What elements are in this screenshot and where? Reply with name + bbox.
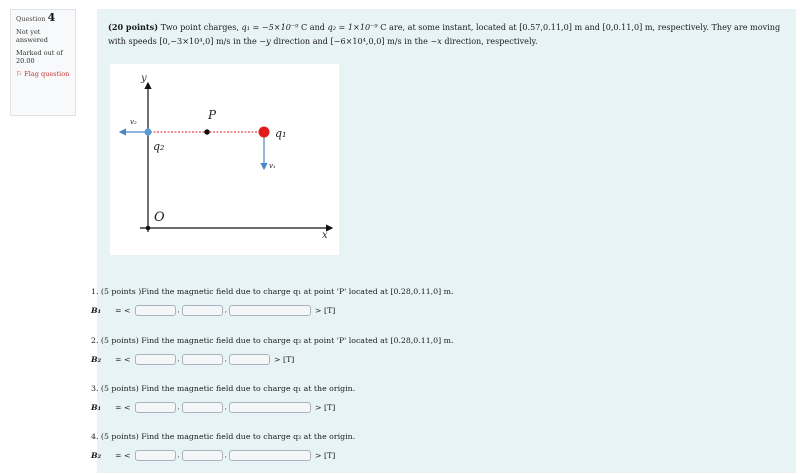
comma-separator: , bbox=[224, 403, 228, 411]
part-2-y-input[interactable] bbox=[182, 354, 223, 365]
comma-separator: , bbox=[177, 355, 180, 363]
q1-charge bbox=[259, 127, 270, 138]
question-number bbox=[16, 11, 70, 24]
stem-text: m and bbox=[571, 22, 603, 32]
close-bracket-units: > [T] bbox=[315, 450, 336, 460]
part-4-prompt: 4. (5 points) Find the magnetic field due to charge q₂ at the origin. bbox=[91, 432, 356, 441]
close-bracket-units: > [T] bbox=[315, 402, 336, 412]
part-4-answer-row bbox=[91, 448, 355, 462]
stem-text: m, respectively. They are moving with speeds bbox=[108, 22, 781, 46]
part-1-y-input[interactable] bbox=[182, 305, 223, 316]
part-2-prompt: 2. (5 points) Find the magnetic field due to charge q₂ at point 'P' located at [0.28,0.11,0] m. bbox=[91, 336, 454, 345]
open-bracket: = < bbox=[115, 450, 131, 460]
open-bracket: = < bbox=[115, 305, 131, 315]
part-2 bbox=[91, 335, 454, 366]
part-1-z-input[interactable] bbox=[229, 305, 311, 316]
stem-text: C and bbox=[298, 22, 328, 32]
open-bracket: = < bbox=[115, 402, 131, 412]
q2-position: [0,0.11,0] bbox=[602, 22, 643, 32]
part-3 bbox=[91, 383, 355, 414]
part-3-answer-row bbox=[91, 400, 355, 414]
question-info-panel bbox=[10, 9, 76, 116]
comma-separator: , bbox=[177, 403, 180, 411]
stem-text: Two point charges, bbox=[158, 22, 242, 32]
flag-icon: ⚐ bbox=[16, 69, 23, 78]
part-4-z-input[interactable] bbox=[229, 450, 311, 461]
part-1 bbox=[91, 286, 454, 317]
origin-dot bbox=[146, 226, 151, 231]
v2-label: v₂ bbox=[130, 118, 137, 126]
part-1-prompt: 1. (5 points )Find the magnetic field due to charge q₁ at point 'P' located at [0.28,0.11,0] m. bbox=[91, 287, 454, 296]
marks-label: Marked out of 20.00 bbox=[16, 48, 63, 65]
q1-label: q₁ bbox=[275, 127, 287, 140]
comma-separator: , bbox=[224, 306, 228, 314]
part-4-y-input[interactable] bbox=[182, 450, 223, 461]
question-label: Question bbox=[16, 15, 46, 23]
x-axis-label: x bbox=[322, 230, 328, 241]
q1-expression: q₁ = −5×10⁻⁹ bbox=[241, 22, 299, 32]
answer-status: Not yet answered bbox=[16, 27, 48, 44]
flag-question-link[interactable] bbox=[16, 70, 70, 79]
part-3-z-input[interactable] bbox=[229, 402, 311, 413]
part-2-answer-row bbox=[91, 352, 454, 366]
comma-separator: , bbox=[177, 451, 180, 459]
charge-diagram bbox=[110, 64, 339, 255]
v1-vector: [0,−3×10⁴,0] bbox=[159, 36, 214, 46]
part-3-prompt: 3. (5 points) Find the magnetic field due to charge q₁ at the origin. bbox=[91, 384, 356, 393]
q2-label: q₂ bbox=[153, 140, 165, 153]
stem-text: m/s in the bbox=[213, 36, 260, 46]
open-bracket: = < bbox=[115, 354, 131, 364]
question-points: (20 points) bbox=[108, 22, 159, 32]
question-text bbox=[108, 20, 786, 48]
part-3-x-input[interactable] bbox=[135, 402, 176, 413]
flag-question-label: Flag question bbox=[24, 69, 70, 78]
close-bracket-units: > [T] bbox=[315, 305, 336, 315]
q2-expression: q₂ = 1×10⁻⁹ bbox=[327, 22, 378, 32]
diagram-svg bbox=[110, 64, 339, 255]
comma-separator: , bbox=[224, 355, 228, 363]
q1-position: [0.57,0.11,0] bbox=[519, 22, 572, 32]
comma-separator: , bbox=[177, 306, 180, 314]
origin-label: O bbox=[154, 210, 165, 225]
part-4 bbox=[91, 431, 355, 462]
direction-1: −y bbox=[259, 36, 271, 46]
v2-vector: [−6×10⁴,0,0] bbox=[330, 36, 385, 46]
point-p-label: P bbox=[208, 108, 217, 122]
field-symbol: B₂ bbox=[91, 354, 102, 364]
stem-text: direction and bbox=[270, 36, 331, 46]
field-symbol: B₁ bbox=[91, 305, 102, 315]
question-content bbox=[91, 9, 796, 473]
v1-label: v₁ bbox=[269, 162, 276, 170]
comma-separator: , bbox=[224, 451, 228, 459]
point-p bbox=[204, 129, 209, 134]
stem-text: C are, at some instant, located at bbox=[377, 22, 520, 32]
direction-2: −x bbox=[430, 36, 442, 46]
question-number-value: 4 bbox=[47, 11, 56, 24]
part-4-x-input[interactable] bbox=[135, 450, 176, 461]
field-symbol: B₁ bbox=[91, 402, 102, 412]
part-1-x-input[interactable] bbox=[135, 305, 176, 316]
part-1-answer-row bbox=[91, 303, 454, 317]
q2-charge bbox=[144, 128, 151, 135]
stem-text: m/s in the bbox=[384, 36, 431, 46]
part-3-y-input[interactable] bbox=[182, 402, 223, 413]
field-symbol: B₂ bbox=[91, 450, 102, 460]
close-bracket-units: > [T] bbox=[274, 354, 295, 364]
stem-text: direction, respectively. bbox=[441, 36, 538, 46]
part-2-x-input[interactable] bbox=[135, 354, 176, 365]
part-2-z-input[interactable] bbox=[229, 354, 270, 365]
y-axis-label: y bbox=[141, 73, 147, 84]
